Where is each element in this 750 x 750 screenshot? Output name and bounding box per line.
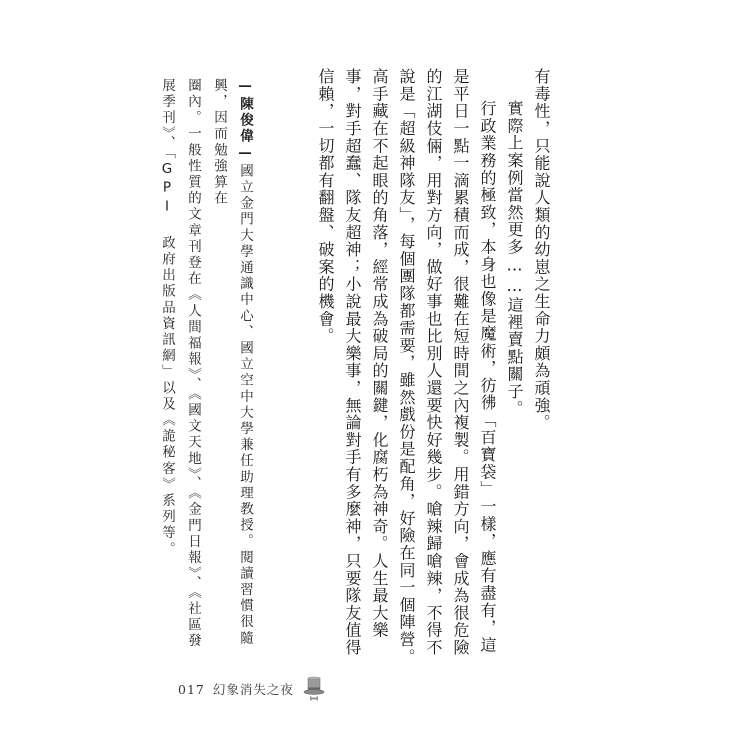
bio-line-1-text: 國立金門大學通識中心、國立空中大學兼任助理教授。閱讀習慣很隨興，因而勉強算在 bbox=[211, 78, 253, 647]
page-number: 017 bbox=[178, 681, 205, 697]
bio-line-1 bbox=[206, 78, 258, 658]
top-hat-icon bbox=[302, 676, 326, 702]
page-footer bbox=[178, 676, 326, 702]
bio-line-3: 展季刊》、「GPI 政府出版品資訊網」以及《詭秘客》系列等。 bbox=[159, 78, 175, 558]
running-title: 幻象消失之夜 bbox=[212, 682, 294, 697]
main-body-text bbox=[312, 68, 555, 668]
bio-line-2: 圈內。一般性質的文章刊登在《人間福報》、《國文天地》、《金門日報》、《社區發 bbox=[185, 78, 201, 650]
author-name: —陳俊偉— bbox=[237, 78, 253, 164]
paragraph-2: 實際上案例當然更多……這裡賣點關子。 bbox=[505, 100, 524, 418]
author-bio bbox=[154, 78, 258, 658]
paragraph-1: 有毒性，只能說人類的幼崽之生命力頗為頑強。 bbox=[532, 68, 551, 432]
paragraph-3: 行政業務的極致，本身也像是魔術，彷彿「百寶袋」一樣，應有盡有，這是平日一點一滴累積而成，很難在短時間之內複製。用錯方向，會成為很危險的江湖伎倆，用對方向，做好事也比別人還要快好幾步。嗆辣歸嗆辣，不得不說是「超級神隊友」，每個團隊都需要，雖然戲份是配角，好險在同一個陣營。高手藏在不起眼的角落，經常成為破局的關鍵，化腐朽為神奇。人生最大樂事，對手超蠢、隊友超神；小說最大樂事，無論對手有多麼神，只要隊友值得信賴，一切都有翻盤、破案的機會。 bbox=[316, 68, 497, 666]
